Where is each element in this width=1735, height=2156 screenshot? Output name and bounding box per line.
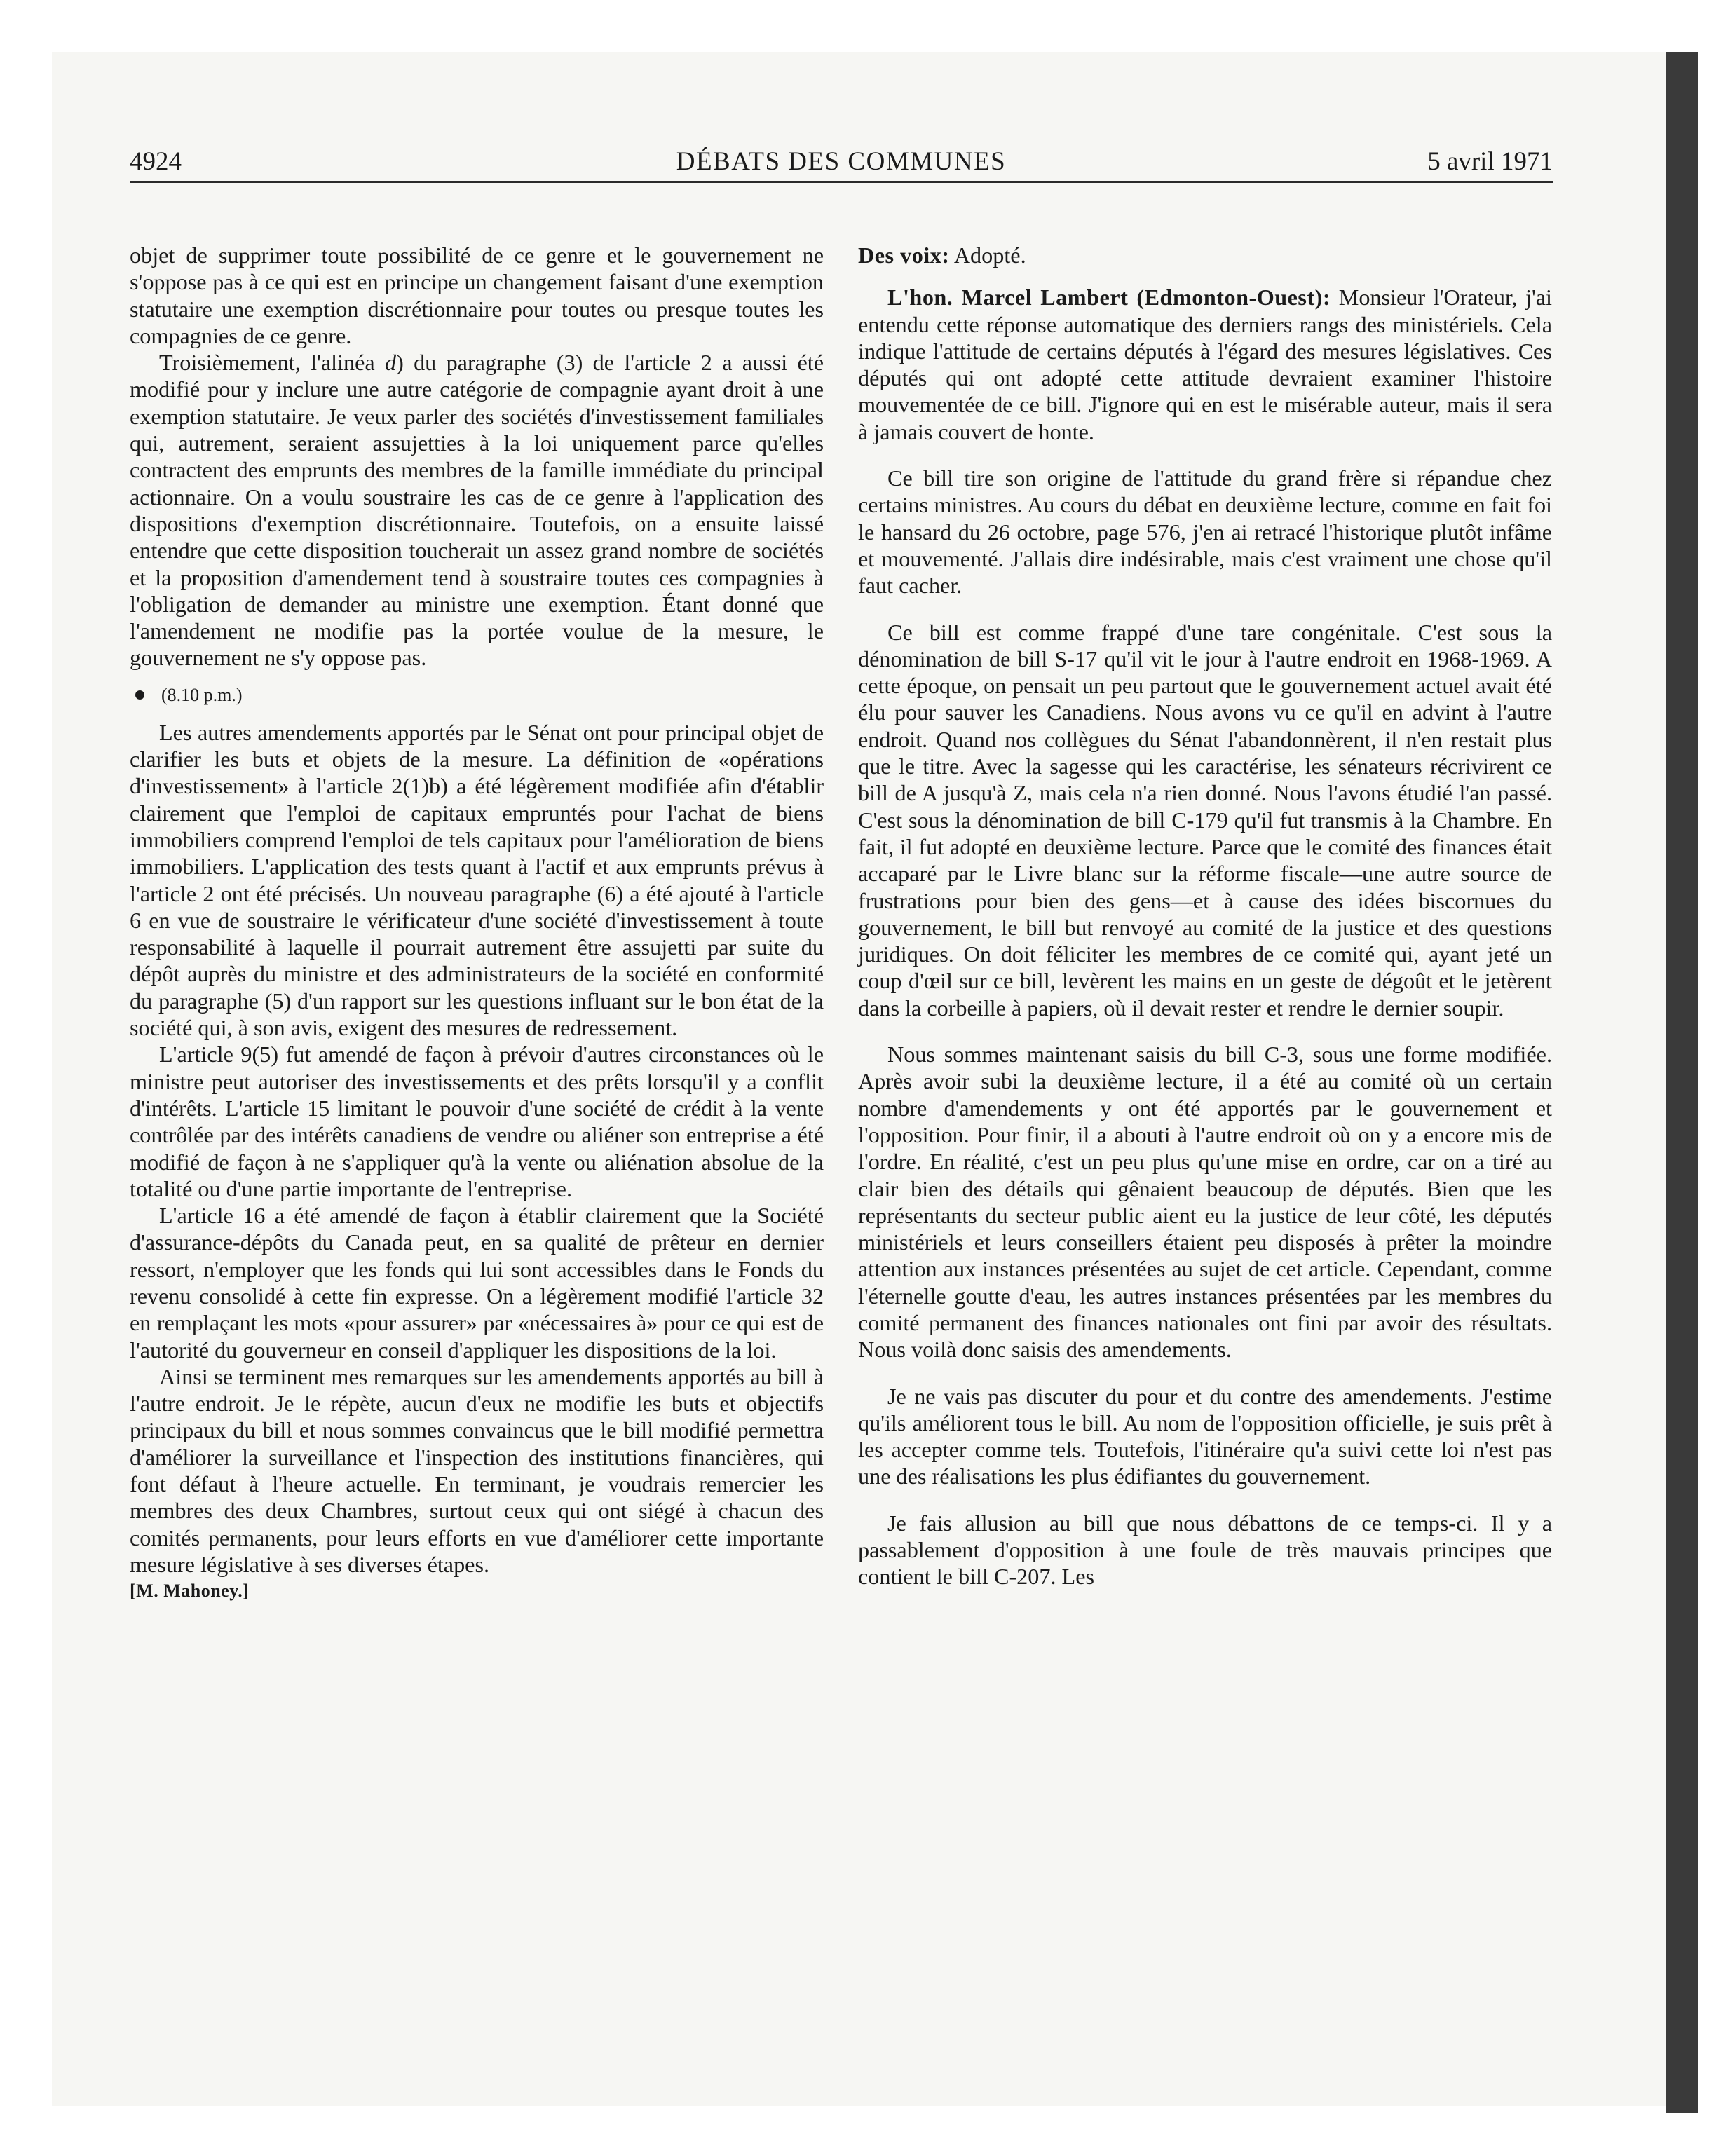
paragraph: Ce bill est comme frappé d'une tare congénitale. C'est sous la dénomination de bill S-17 qu'il vit le jour à l'autre endroit en 1968-1969. A cette époque, on pensait un peu partout que le gouvernement actuel avait été élu pour sauver les Canadiens. Nous avons vu ce qu'il en advint à l'autre endroit. Quand nos collègues du Sénat l'abandonnèrent, il n'en restait plus que le titre. Avec la sagesse qui les caractérise, les sénateurs récrivirent ce bill de A jusqu'à Z, mais cela n'a rien donné. Nous l'avons étudié l'an passé. C'est sous la dénomination de bill C-179 qu'il fut transmis à la Chambre. En fait, il fut adopté en deuxième lecture. Parce que le comité des finances était accaparé par le Livre blanc sur la réforme fiscale—une autre source de frustrations pour bien des gens—et à cause des idées biscornues du gouvernement, le bill but renvoyé au comité de la justice et des questions juridiques. On doit féliciter les membres de ce comité qui, ayant jeté un coup d'œil sur ce bill, levèrent les mains en un geste de dégoût et le jetèrent dans la corbeille à papiers, où il devait rester et rendre le dernier soupir. [858,619,1552,1021]
paragraph: Troisièmement, l'alinéa d) du paragraphe (3) de l'article 2 a aussi été modifié pour y inclure une autre catégorie de compagnie ayant droit à une exemption statutaire. Je veux parler des sociétés d'investissement familiales qui, autrement, seraient assujetties à la loi uniquement parce qu'elles contractent des emprunts des membres de la famille immédiate du principal actionnaire. On a voulu soustraire les cas de ce genre à l'application des dispositions d'exemption discrétionnaire. Toutefois, on a ensuite laissé entendre que cette disposition toucherait un assez grand nombre de sociétés et la proposition d'amendement tend à soustraire toutes ces compagnies à l'obligation de demander au ministre une exemption. Étant donné que l'amendement ne modifie pas la portée voulue de la mesure, le gouvernement ne s'y oppose pas. [130,350,824,671]
paragraph: L'hon. Marcel Lambert (Edmonton-Ouest): Monsieur l'Orateur, j'ai entendu cette réponse automatique des derniers rangs des ministériels. Cela indique l'attitude de certains députés à l'égard des mesures législatives. Ces députés qui ont adopté cette attitude devraient examiner l'histoire mouvementée de ce bill. J'ignore qui en est le misérable auteur, mais il sera à jamais couvert de honte. [858,285,1552,444]
paragraph: L'article 9(5) fut amendé de façon à prévoir d'autres circonstances où le ministre peut autoriser des investissements et des prêts lorsqu'il y a conflit d'intérêts. L'article 15 limitant le pouvoir d'une société de crédit à la vente contrôlée par des intérêts canadiens de vendre ou aliéner son entreprise a été modifié de façon à ne s'appliquer qu'à la vente ou aliénation absolue de la totalité ou d'une partie importante de l'entreprise. [130,1042,824,1201]
page-header [130,140,1553,183]
paragraph: Nous sommes maintenant saisis du bill C-3, sous une forme modifiée. Après avoir subi la deuxième lecture, il a été au comité où un certain nombre d'amendements y ont été apportés par le gouvernement et l'opposition. Pour finir, il a abouti à l'autre endroit où on y a encore mis de l'ordre. En réalité, c'est un peu plus qu'une mise en ordre, car on a tiré au clair bien des détails qui gênaient beaucoup de députés. Bien que les représentants du secteur public aient eu la justice de leur côté, les députés ministériels et leurs conseillers étaient peu disposés à prêter la moindre attention aux instances présentées au sujet de cet article. Cependant, comme l'éternelle goutte d'eau, les autres instances présentées par les membres du comité permanent des finances nationales ont fini par avoir des résultats. Nous voilà donc saisis des amendements. [858,1042,1552,1363]
paragraph: Ce bill tire son origine de l'attitude du grand frère si répandue chez certains ministres. Au cours du débat en deuxième lecture, comme en fait foi le hansard du 26 octobre, page 576, j'en ai retracé l'historique plutôt infâme et mouvementé. J'allais dire indésirable, mais c'est vraiment une chose qu'il faut cacher. [858,465,1552,599]
paragraph: L'article 16 a été amendé de façon à établir clairement que la Société d'assurance-dépôts du Canada peut, en sa qualité de prêteur en dernier ressort, n'employer que les fonds qui lui sont accessibles dans le Fonds du revenu consolidé à cette fin expresse. On a légèrement modifié l'article 32 en remplaçant les mots «pour assurer» par «nécessaires à» pour ce qui est de l'autorité du gouverneur en conseil d'appliquer les dispositions de la loi. [130,1203,824,1363]
paragraph: Les autres amendements apportés par le Sénat ont pour principal objet de clarifier les buts et objets de la mesure. La définition de «opérations d'investissement» à l'article 2(1)b) a été légèrement modifiée afin d'établir clairement que l'emploi de capitaux empruntés pour l'achat de biens immobiliers comprend l'emploi de tels capitaux pour l'amélioration de biens immobiliers. L'application des tests quant à l'actif et aux emprunts prévus à l'article 2 ont été précisés. Un nouveau paragraphe (6) a été ajouté à l'article 6 en vue de soustraire le vérificateur d'une société d'investissement à toute responsabilité à laquelle il pourrait autrement être assujetti par suite du dépôt auprès du ministre et des administrateurs de la société en conformité du paragraphe (5) d'un rapport sur les questions influant sur le bon état de la société qui, à son avis, exigent des mesures de redressement. [130,719,824,1041]
speaker-label: L'hon. Marcel Lambert (Edmonton-Ouest): [887,285,1331,311]
paragraph: Je fais allusion au bill que nous débattons de ce temps-ci. Il y a passablement d'opposition à une foule de très mauvais principes que contient le bill C-207. Les [858,1510,1552,1590]
bullet-icon [135,690,144,700]
timestamp: (8.10 p.m.) [130,684,824,707]
page-number: 4924 [130,147,182,176]
paragraph: objet de supprimer toute possibilité de ce genre et le gouvernement ne s'oppose pas à ce qui est en principe un changement faisant d'une exemption statutaire une exemption discrétionnaire pour toutes ou presque toutes les compagnies de ce genre. [130,243,824,348]
speaker-tag: [M. Mahoney.] [130,1581,250,1602]
scan-edge-shadow [1666,52,1698,2113]
subsection-ref: d [384,350,397,376]
publication-title: DÉBATS DES COMMUNES [676,147,1007,176]
right-column [858,242,1552,1590]
voices-line: Des voix: Adopté. [858,243,1026,268]
page-date: 5 avril 1971 [1427,147,1553,176]
left-column [130,242,824,1605]
paragraph: Ainsi se terminent mes remarques sur les amendements apportés au bill à l'autre endroit. Je le répète, aucun d'eux ne modifie les buts et objectifs principaux du bill et nous sommes convaincus que le bill modifié permettra d'améliorer la surveillance et l'inspection des institutions financières, qui font défaut à l'heure actuelle. En terminant, je voudrais remercier les membres des deux Chambres, surtout ceux qui ont siégé à chacun des comités permanents, pour leurs efforts en vue d'améliorer cette importante mesure législative à ses diverses étapes. [130,1363,824,1577]
speaker-label: Des voix: [858,243,950,268]
paragraph: Je ne vais pas discuter du pour et du contre des amendements. J'estime qu'ils améliorent tous le bill. Au nom de l'opposition officielle, je suis prêt à les accepter comme tels. Toutefois, l'itinéraire qu'a suivi cette loi n'est pas une des réalisations les plus édifiantes du gouvernement. [858,1383,1552,1489]
